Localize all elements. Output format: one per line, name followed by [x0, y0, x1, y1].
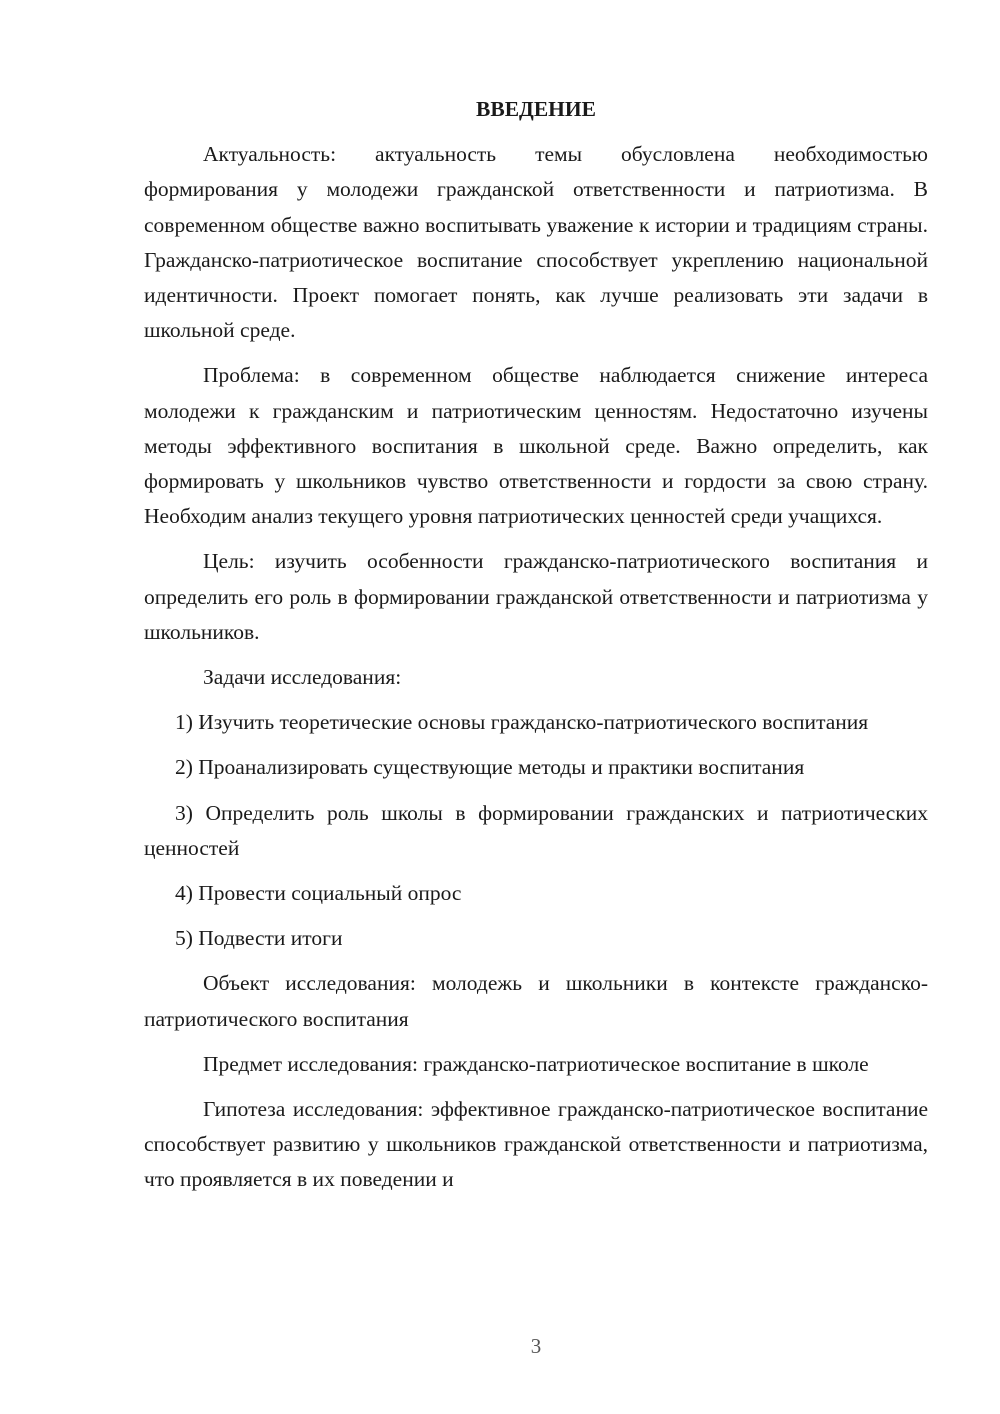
- task-item-2: 2) Проанализировать существующие методы и практики воспитания: [175, 755, 805, 780]
- hypothesis-paragraph: Гипотеза исследования: эффективное гражданско-патриотическое воспитание способствует развитию у школьников гражданской ответственности и патриотизма, что проявляется в их поведении и: [144, 1097, 928, 1192]
- task-item-1: 1) Изучить теоретические основы гражданско-патриотического воспитания: [175, 710, 869, 735]
- section-title: ВВЕДЕНИЕ: [476, 97, 596, 121]
- subject-paragraph: Предмет исследования: гражданско-патриотическое воспитание в школе: [203, 1051, 869, 1076]
- task-item-4: 4) Провести социальный опрос: [175, 881, 462, 906]
- problem-paragraph: Проблема: в современном обществе наблюдается снижение интереса молодежи к гражданским и патриотическим ценностям. Недостаточно изучены методы эффективного воспитания в школьной среде. Важно определить, как формировать у школьников чувство ответственности и гордости за свою страну. Необходим анализ текущего уровня патриотических ценностей среди учащихся.: [144, 363, 928, 529]
- page-body: [144, 92, 928, 1208]
- actuality-paragraph: Актуальность: актуальность темы обусловлена необходимостью формирования у молодежи гражданской ответственности и патриотизма. В современном обществе важно воспитывать уважение к истории и традициям страны. Гражданско-патриотическое воспитание способствует укреплению национальной идентичности. Проект помогает понять, как лучше реализовать эти задачи в школьной среде.: [144, 142, 928, 343]
- task-item-5: 5) Подвести итоги: [175, 926, 343, 951]
- page-number: 3: [530, 1334, 542, 1358]
- task-item-3: 3) Определить роль школы в формировании гражданских и патриотических ценностей: [144, 800, 928, 860]
- object-paragraph: Объект исследования: молодежь и школьники в контексте гражданско-патриотического воспитания: [144, 971, 928, 1031]
- goal-paragraph: Цель: изучить особенности гражданско-патриотического воспитания и определить его роль в формировании гражданской ответственности и патриотизма у школьников.: [144, 549, 928, 644]
- tasks-heading: Задачи исследования:: [203, 665, 402, 690]
